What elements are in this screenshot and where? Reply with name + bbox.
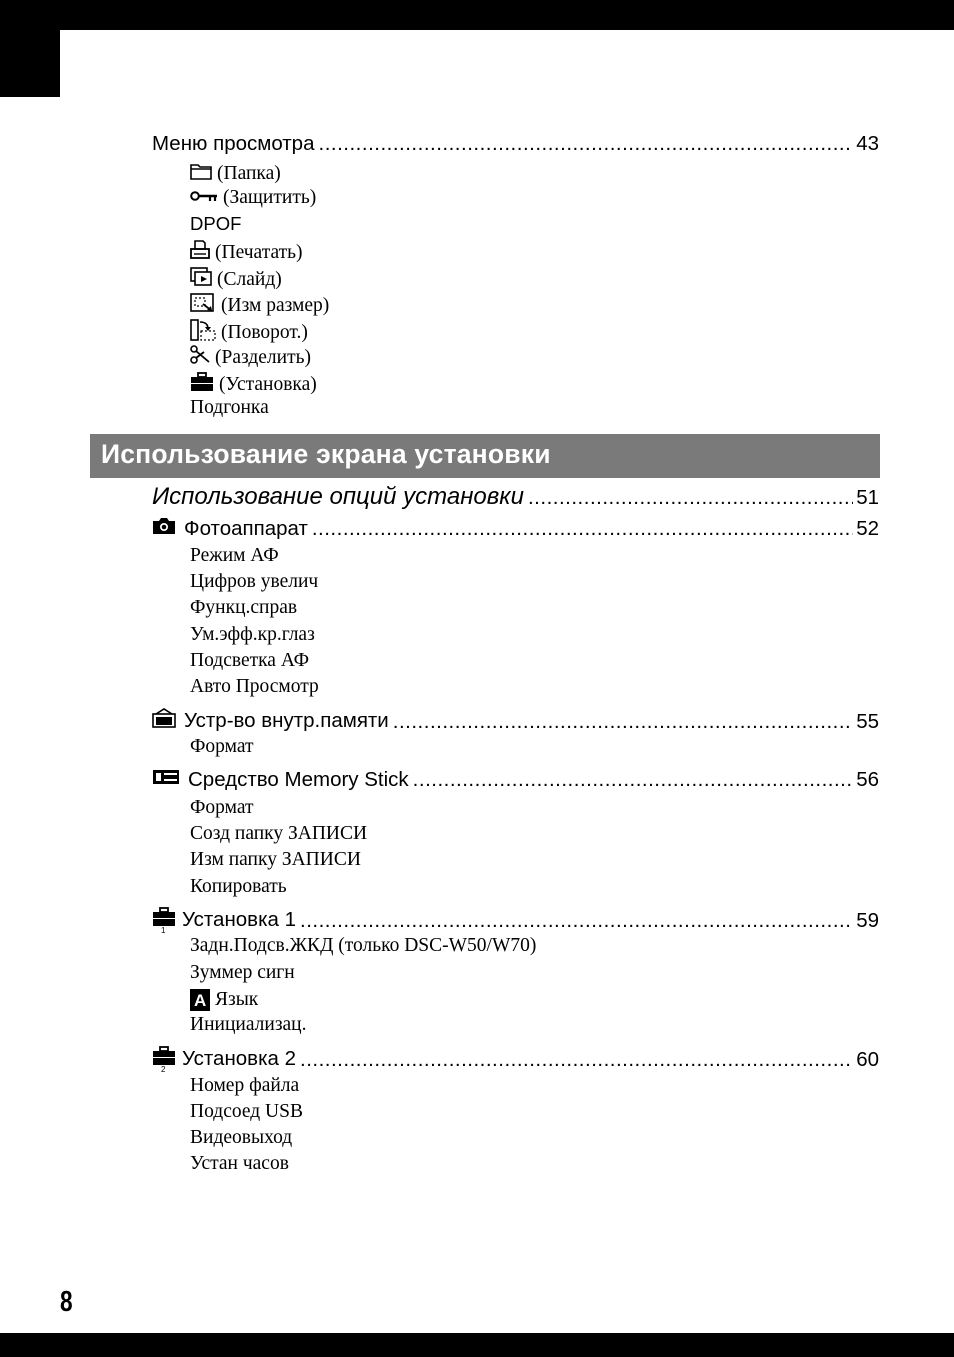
toc-setup-1[interactable] bbox=[152, 907, 879, 933]
toc-label: Средство Memory Stick bbox=[188, 768, 409, 791]
toc-label: Фотоаппарат bbox=[184, 517, 308, 540]
section-banner bbox=[90, 434, 880, 478]
toc-playback-menu[interactable] bbox=[152, 132, 879, 156]
leader-dots bbox=[528, 486, 853, 510]
language-icon bbox=[190, 989, 210, 1011]
sub-item-digital-zoom[interactable]: Цифров увелич bbox=[190, 571, 319, 592]
toolbox-icon bbox=[190, 372, 214, 397]
leader-dots bbox=[300, 1048, 853, 1072]
toc-page-number: 55 bbox=[856, 710, 879, 733]
print-icon bbox=[190, 240, 210, 265]
sub-item-rotate[interactable]: (Поворот.) bbox=[190, 319, 308, 346]
sub-item-folder[interactable]: (Папка) bbox=[190, 162, 281, 185]
sub-item-af-mode[interactable]: Режим АФ bbox=[190, 545, 279, 566]
toc-memory-stick[interactable] bbox=[152, 768, 879, 792]
sub-item-protect[interactable]: (Защитить) bbox=[190, 188, 316, 208]
toc-label: Использование опций установки bbox=[152, 483, 524, 510]
sub-item-initialize[interactable]: Инициализац. bbox=[190, 1014, 307, 1035]
internal-memory-icon bbox=[152, 708, 176, 734]
folder-icon bbox=[190, 162, 212, 185]
sub-item-language[interactable]: A Язык bbox=[190, 989, 258, 1011]
toc-internal-memory[interactable] bbox=[152, 708, 879, 734]
leader-dots bbox=[413, 768, 854, 792]
sub-item-lcd-backlight[interactable]: Задн.Подсв.ЖКД (только DSC-W50/W70) bbox=[190, 935, 537, 956]
sub-item-beep[interactable]: Зуммер сигн bbox=[190, 962, 295, 983]
sub-item-resize[interactable]: (Изм размер) bbox=[190, 293, 329, 318]
sub-item-divide[interactable]: (Разделить) bbox=[190, 345, 311, 370]
bottom-black-bar bbox=[0, 1333, 954, 1357]
toc-label: Меню просмотра bbox=[152, 132, 315, 155]
leader-dots bbox=[393, 710, 853, 734]
sub-item-clock-set[interactable]: Устан часов bbox=[190, 1153, 289, 1174]
sub-item-auto-review[interactable]: Авто Просмотр bbox=[190, 676, 319, 697]
leader-dots bbox=[319, 132, 854, 156]
slideshow-icon bbox=[190, 267, 212, 292]
toc-camera[interactable] bbox=[152, 517, 879, 541]
toc-page-number: 56 bbox=[856, 768, 879, 791]
sub-item-trimming[interactable]: Подгонка bbox=[190, 397, 269, 418]
sub-item-dpof[interactable]: DPOF bbox=[190, 213, 242, 234]
toc-label: Установка 2 bbox=[182, 1047, 296, 1070]
leader-dots bbox=[312, 517, 853, 541]
leader-dots bbox=[300, 909, 853, 933]
toc-page-number: 59 bbox=[856, 909, 879, 932]
toc-page-number: 43 bbox=[856, 132, 879, 155]
rotate-icon bbox=[190, 319, 216, 346]
toc-page-number: 51 bbox=[856, 486, 879, 509]
sub-item-af-illuminator[interactable]: Подсветка АФ bbox=[190, 650, 310, 671]
scissors-icon bbox=[190, 345, 210, 370]
sub-item-file-number[interactable]: Номер файла bbox=[190, 1075, 300, 1096]
sub-item-usb-connect[interactable]: Подсоед USB bbox=[190, 1101, 303, 1122]
toc-page-number: 52 bbox=[856, 517, 879, 540]
toc-setup-2[interactable] bbox=[152, 1046, 879, 1072]
toc-label: Установка 1 bbox=[182, 908, 296, 931]
sub-item-create-folder[interactable]: Созд папку ЗАПИСИ bbox=[190, 823, 368, 844]
toc-setup-options[interactable] bbox=[152, 483, 879, 511]
sub-item-print[interactable]: (Печатать) bbox=[190, 240, 303, 265]
toc-page-number: 60 bbox=[856, 1048, 879, 1071]
setup-2-icon bbox=[152, 1046, 176, 1072]
section-title: Использование экрана установки bbox=[101, 439, 551, 469]
toc-label: Устр-во внутр.памяти bbox=[184, 709, 389, 732]
sub-item-format-stick[interactable]: Формат bbox=[190, 797, 254, 818]
setup-1-icon bbox=[152, 907, 176, 933]
top-black-bar bbox=[0, 0, 954, 30]
sub-item-format-internal[interactable]: Формат bbox=[190, 736, 254, 757]
sub-item-change-folder[interactable]: Изм папку ЗАПИСИ bbox=[190, 849, 361, 870]
resize-icon bbox=[190, 293, 216, 318]
setup-1-icon-number: 1 bbox=[161, 926, 166, 935]
language-icon-letter: A bbox=[194, 991, 207, 1010]
sub-item-red-eye[interactable]: Ум.эфф.кр.глаз bbox=[190, 624, 315, 645]
key-icon bbox=[190, 188, 218, 208]
setup-2-icon-number: 2 bbox=[161, 1065, 166, 1074]
sub-item-copy[interactable]: Копировать bbox=[190, 876, 287, 897]
sub-item-slideshow[interactable]: (Слайд) bbox=[190, 267, 282, 292]
memory-stick-icon bbox=[152, 768, 180, 792]
sub-item-video-out[interactable]: Видеовыход bbox=[190, 1127, 293, 1148]
sub-item-setup[interactable]: (Установка) bbox=[190, 372, 317, 397]
camera-icon bbox=[152, 517, 176, 541]
corner-tab-block bbox=[0, 30, 60, 97]
sub-item-function-guide[interactable]: Функц.справ bbox=[190, 597, 298, 618]
page-number: 8 bbox=[60, 1286, 73, 1318]
